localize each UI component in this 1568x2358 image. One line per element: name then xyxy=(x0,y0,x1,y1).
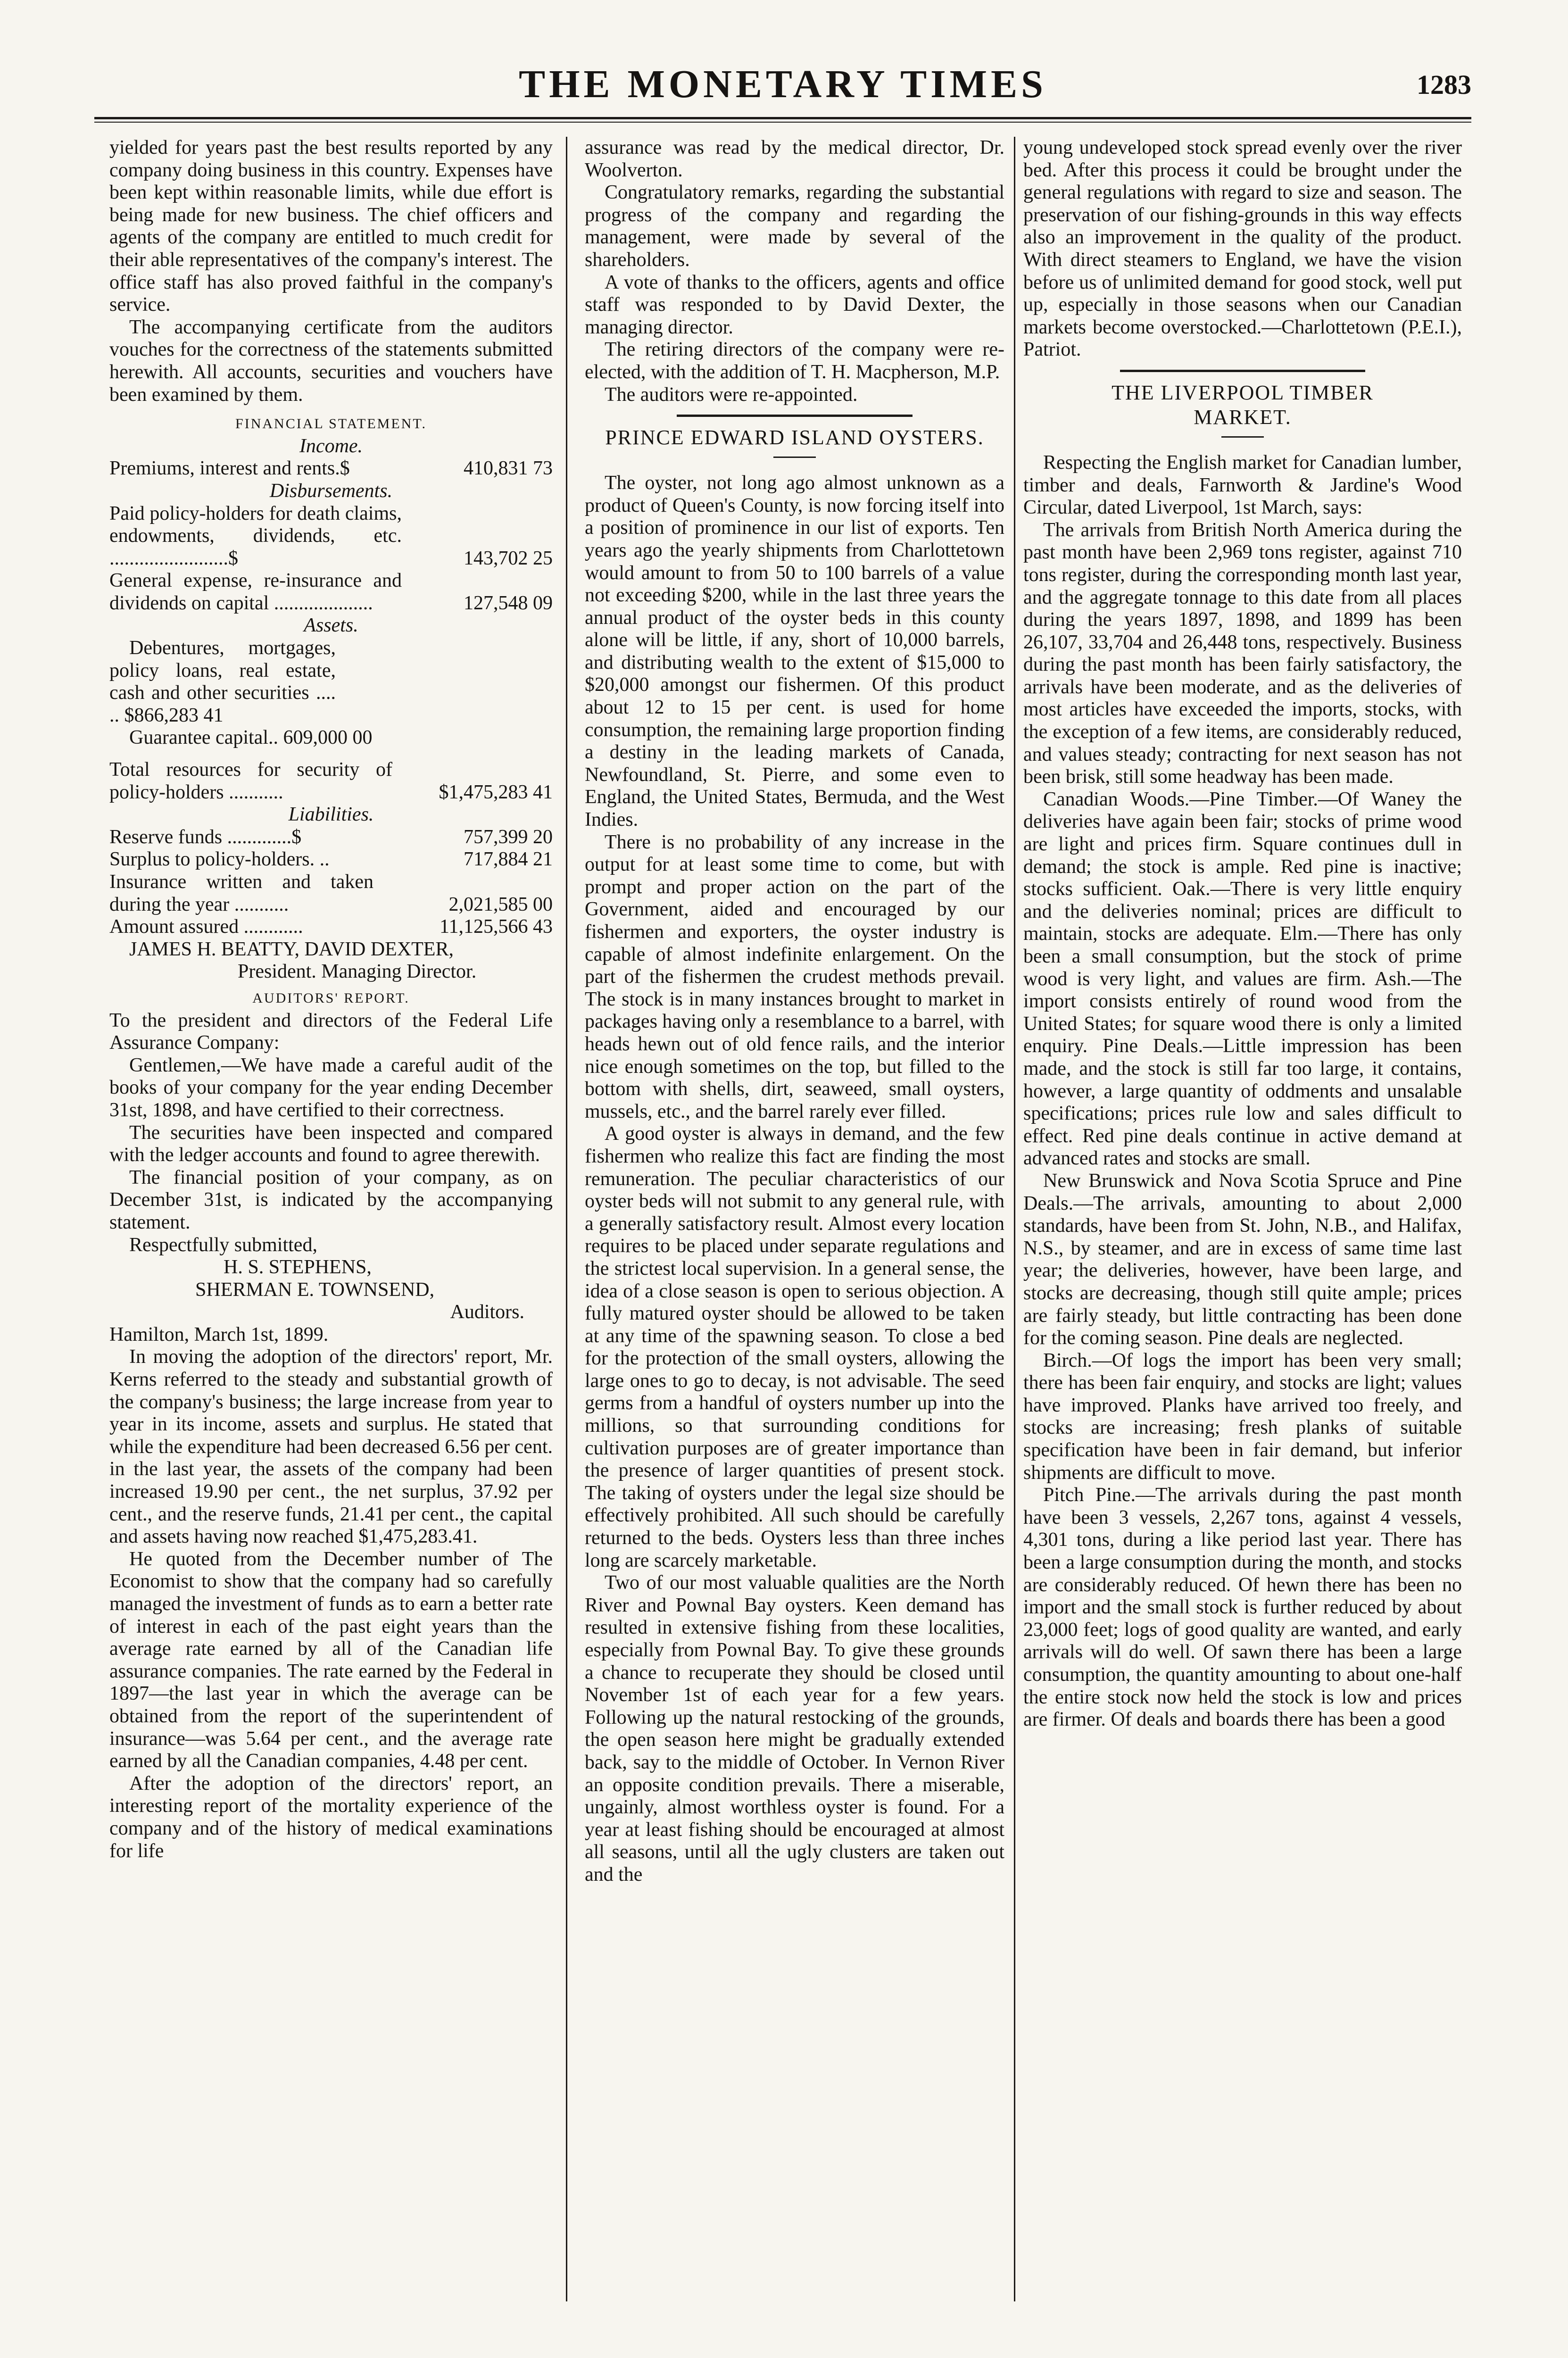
paragraph: Birch.—Of logs the import has been very small; there has been fair enquiry, and stocks are light; values have improved. Planks have arrived too freely, and stocks are increasing; fresh planks of suitable specification have been in fair demand, but inferior shipments are difficult to move. xyxy=(1023,1349,1462,1484)
paragraph: To the president and directors of the Federal Life Assurance Company: xyxy=(109,1009,553,1054)
closing: Respectfully submitted, xyxy=(129,1234,317,1256)
total-resources-amount: $1,475,283 41 xyxy=(439,781,553,803)
paragraph: There is no probability of any increase in the output for at least some time to come, but with prompt and proper action on the part of the Government, aided and encouraged by our fishermen and exporters, the oyster industry is capable of almost indefinite enlargement. On the part of the fishermen the crudest methods prevail. The stock is in many instances brought to market in packages having only a resemblance to a barrel, with heads hewn out of old fence rails, and the interior nice enough sometimes on the top, but filled to the bottom with shells, dirt, seaweed, small oysters, mussels, etc., and the barrel rarely ever filled. xyxy=(585,831,1004,1122)
liability-row xyxy=(109,826,553,849)
paragraph: Respecting the English market for Canadian lumber, timber and deals, Farnworth & Jardine's Wood Circular, dated Liverpool, 1st March, says: xyxy=(1023,451,1462,519)
masthead xyxy=(94,57,1471,113)
paragraph: The auditors were re-appointed. xyxy=(605,383,858,406)
paragraph: The financial position of your company, as on December 31st, is indicated by the accompanying statement. xyxy=(109,1166,553,1233)
income-heading: Income. xyxy=(299,435,363,457)
paragraph: The accompanying certificate from the auditors vouches for the correctness of the statements submitted herewith. All accounts, securities and vouchers have been examined by them. xyxy=(109,316,553,406)
column-divider-1 xyxy=(566,137,567,2301)
auditor-name: SHERMAN E. TOWNSEND, xyxy=(195,1279,435,1301)
liability-label: Insurance written and taken during the year ........... xyxy=(109,871,373,915)
liability-label: Reserve funds .............$ xyxy=(109,826,302,848)
disbursement-amount: 143,702 25 xyxy=(464,547,553,569)
heading-dash xyxy=(1221,436,1264,438)
signature-titles: President. Managing Director. xyxy=(238,961,477,983)
assets-item: Guarantee capital.. 609,000 00 xyxy=(129,727,373,749)
liability-row xyxy=(109,848,553,871)
paragraph: young undeveloped stock spread evenly over the river bed. After this process it could be brought under the general regulations with regard to size and season. The preservation of our fishing-grounds in this way effects also an improvement in the quality of the product. With direct steamers to England, we have the vision before us of unlimited demand for good stock, well put up, especially in those seasons when our Canadian markets become overstocked.—Charlottetown (P.E.I.), Patriot. xyxy=(1023,137,1462,361)
income-amount: 410,831 73 xyxy=(464,457,553,480)
paragraph: Pitch Pine.—The arrivals during the past month have been 3 vessels, 2,267 tons, against 4 vessels, 4,301 tons, during a like period last year. There has been a large consumption during the month, and stocks are considerably reduced. Of hewn there has been no import and the small stock is further reduced by about 23,000 feet; logs of good quality are wanted, and early arrivals will do well. Of sawn there has been a large consumption, the quantity amounting to about one-half the entire stock now held the stock is low and prices are firmer. Of deals and boards there has been a good xyxy=(1023,1484,1462,1731)
total-resources-row xyxy=(109,759,553,804)
page-number: 1283 xyxy=(1417,69,1471,100)
publication-title: THE MONETARY TIMES xyxy=(519,62,1047,106)
assets-heading: Assets. xyxy=(304,614,358,637)
article-heading: THE LIVERPOOL TIMBER MARKET. xyxy=(1112,381,1374,429)
disbursement-label: Paid policy-holders for death claims, endowments, dividends, etc. ........................$ xyxy=(109,502,402,569)
liability-label: Amount assured ............ xyxy=(109,916,303,938)
column-2 xyxy=(585,137,1004,1886)
paragraph: Gentlemen,—We have made a careful audit of the books of your company for the year ending December 31st, 1898, and have certified to their correctness. xyxy=(109,1054,553,1121)
liability-label: Surplus to policy-holders. .. xyxy=(109,848,330,871)
paragraph: In moving the adoption of the directors' report, Mr. Kerns referred to the steady and substantial growth of the company's business; the large increase from year to year in its income, assets and surplus. He stated that while the expenditure had been decreased 6.56 per cent. in the last year, the assets of the company had been increased 19.90 per cent., the net surplus, 37.92 per cent., and the reserve funds, 21.41 per cent., the capital and assets having now reached $1,475,283.41. xyxy=(109,1346,553,1548)
assets-item: Debentures, mortgages, policy loans, real estate, cash and other securities .... .. $866,283 41 xyxy=(109,637,336,726)
total-resources-label: Total resources for security of policy-holders ........... xyxy=(109,759,392,803)
paragraph: The oyster, not long ago almost unknown as a product of Queen's County, is now forcing itself into a position of prominence in our list of exports. Ten years ago the yearly shipments from Charlottetown would amount to from 50 to 100 barrels of a value not exceeding $200, while in the last three years the annual product of the oyster beds in this county alone will be little, if any, short of 10,000 barrels, and distributing wealth to the extent of $15,000 to $20,000 amongst our fishermen. Of this product about 12 to 15 per cent. is used for home consumption, the remaining large proportion finding a destiny in the leading markets of Canada, Newfoundland, St. Pierre, and some even to England, the United States, Bermuda, and the West Indies. xyxy=(585,472,1004,831)
header-rule-bottom xyxy=(94,122,1471,123)
financial-statement-heading: FINANCIAL STATEMENT. xyxy=(235,416,427,432)
paragraph: yielded for years past the best results reported by any company doing business in this country. Expenses have been kept within reasonable limits, while due effort is being made for new business. The chief officers and agents of the company are entitled to much credit for their able representatives of the company's interest. The office staff has also proved faithful in the company's service. xyxy=(109,137,553,316)
liability-amount: 2,021,585 00 xyxy=(448,893,553,915)
column-3 xyxy=(1023,137,1462,1731)
auditor-name: H. S. STEPHENS, xyxy=(224,1256,372,1279)
paragraph: New Brunswick and Nova Scotia Spruce and Pine Deals.—The arrivals, amounting to about 2,000 standards, have been from St. John, N.B., and Halifax, N.S., by steamer, and are in excess of same time last year; the deliveries, however, have been large, and stocks are decreasing, though still quite ample; prices are fairly steady, but little contracting has been done for the coming season. Pine deals are neglected. xyxy=(1023,1170,1462,1349)
income-row xyxy=(109,457,553,480)
liability-row xyxy=(109,916,553,938)
dateline: Hamilton, March 1st, 1899. xyxy=(109,1323,329,1345)
section-separator xyxy=(677,415,913,417)
liability-amount: 11,125,566 43 xyxy=(440,916,553,938)
disbursements-heading: Disbursements. xyxy=(269,480,393,502)
disbursement-row xyxy=(109,503,553,570)
column-1 xyxy=(109,137,553,1862)
header-rule-top xyxy=(94,117,1471,119)
auditors-report-heading: AUDITORS' REPORT. xyxy=(252,990,410,1006)
article-heading: PRINCE EDWARD ISLAND OYSTERS. xyxy=(605,426,984,449)
paragraph: assurance was read by the medical director, Dr. Woolverton. xyxy=(585,137,1004,181)
paragraph: Congratulatory remarks, regarding the substantial progress of the company and regarding the management, were made by several of the shareholders. xyxy=(585,182,1004,271)
disbursement-row xyxy=(109,570,553,614)
liability-row xyxy=(109,871,553,916)
auditor-title: Auditors. xyxy=(450,1301,524,1323)
paragraph: After the adoption of the directors' report, an interesting report of the mortality experience of the company and of the history of medical examinations for life xyxy=(109,1772,553,1862)
heading-dash xyxy=(773,457,816,458)
liabilities-heading: Liabilities. xyxy=(288,804,374,826)
section-separator xyxy=(1120,370,1365,372)
disbursement-label: General expense, re-insurance and dividends on capital .................... xyxy=(109,570,402,614)
disbursement-amount: 127,548 09 xyxy=(464,592,553,614)
paragraph: The retiring directors of the company were re-elected, with the addition of T. H. Macpherson, M.P. xyxy=(585,339,1004,383)
liability-amount: 757,399 20 xyxy=(464,826,553,848)
paragraph: He quoted from the December number of The Economist to show that the company had so carefully managed the investment of funds as to earn a better rate of interest in each of the past eight years than the average rate earned by all of the Canadian life assurance companies. The rate earned by the Federal in 1897—the last year in which the average can be obtained from the report of the superintendent of insurance—was 5.64 per cent., and the average rate earned by all the Canadian companies, 4.48 per cent. xyxy=(109,1548,553,1772)
paragraph: A vote of thanks to the officers, agents and office staff was responded to by David Dexter, the managing director. xyxy=(585,271,1004,338)
paragraph: Canadian Woods.—Pine Timber.—Of Waney the deliveries have again been fair; stocks of prime wood are light and prices firm. Square continues dull in demand; the stock is ample. Red pine is inactive; stocks sufficient. Oak.—There is very little enquiry and the deliveries nominal; prices are difficult to maintain, stocks are adequate. Elm.—There has only been a small consumption, but the stock of prime wood is very light, and values are firm. Ash.—The import consists entirely of round wood from the United States; for square wood there is only a limited enquiry. Pine Deals.—Little impression has been made, and the stock is still far too large, it contains, however, a large quantity of oddments and unsalable specifications; prices rule low and sales difficult to effect. Red pine deals continue in active demand at advanced rates and stocks are small. xyxy=(1023,788,1462,1170)
paragraph: Two of our most valuable qualities are the North River and Pownal Bay oysters. Keen demand has resulted in extensive fishing from these localities, especially from Pownal Bay. To give these grounds a chance to recuperate they should be closed until November 1st of each year for a few years. Following up the natural restocking of the grounds, the open season here might be gradually extended back, say to the middle of October. In Vernon River an opposite condition prevails. There a miserable, ungainly, almost worthless oyster is found. For a year at least fishing should be encouraged at almost all seasons, until all the ugly clusters are taken out and the xyxy=(585,1572,1004,1885)
paragraph: A good oyster is always in demand, and the few fishermen who realize this fact are finding the most remuneration. The peculiar characteristics of our oyster beds will not submit to any general rule, with a generally satisfactory result. Almost every location requires to be placed under separate regulations and the strictest local supervision. In a general sense, the idea of a close season is open to serious objection. A fully matured oyster should be allowed to be taken at any time of the spawning season. To close a bed for the protection of the small oysters, allowing the large ones to go to decay, is not advisable. The seed germs from a handful of oysters number up into the millions, so that surrounding conditions for cultivation purposes are of greater importance than the presence of larger quantities of present stock. The taking of oysters under the legal size should be effectively prohibited. All such should be carefully returned to the beds. Oysters less than three inches long are scarcely marketable. xyxy=(585,1123,1004,1571)
paragraph: The securities have been inspected and compared with the ledger accounts and found to agree therewith. xyxy=(109,1121,553,1166)
liability-amount: 717,884 21 xyxy=(464,848,553,871)
column-divider-2 xyxy=(1014,137,1015,2301)
paragraph: The arrivals from British North America during the past month have been 2,969 tons register, against 710 tons register, during the corresponding month last year, and the aggregate tonnage to this date from all places during the years 1897, 1898, and 1899 has been 26,107, 33,704 and 26,448 tons, respectively. Business during the past month has been fairly satisfactory, the arrivals have been moderate, and as the deliveries of most articles have exceeded the imports, stocks, with the exception of a few items, are considerably reduced, and values steady; contracting for next season has not been brisk, still some headway has been made. xyxy=(1023,519,1462,788)
signature-names: JAMES H. BEATTY, DAVID DEXTER, xyxy=(129,938,454,960)
income-label: Premiums, interest and rents.$ xyxy=(109,457,350,480)
